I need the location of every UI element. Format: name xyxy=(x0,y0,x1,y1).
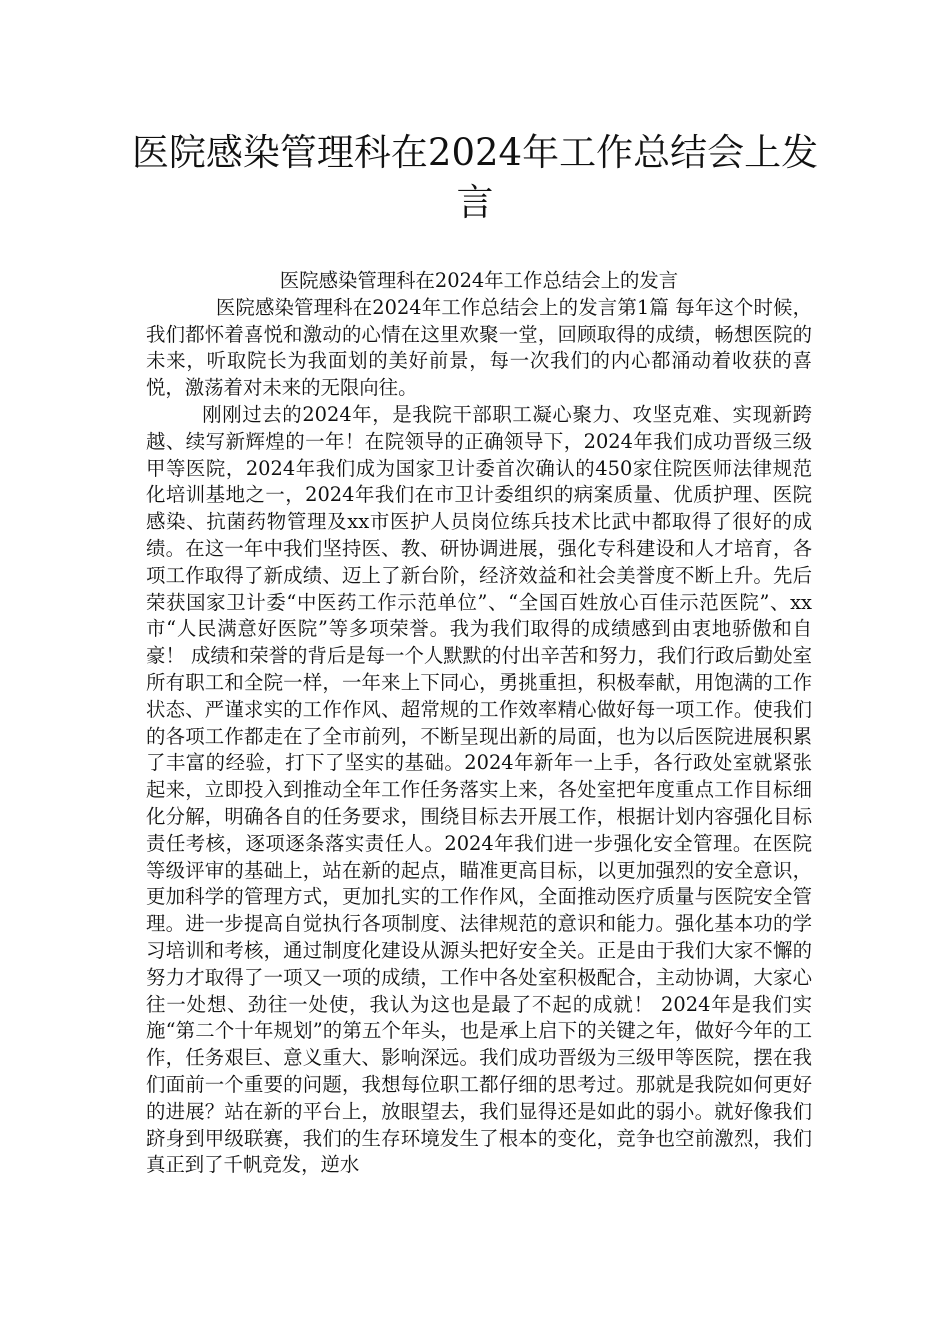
document-subtitle: 医院感染管理科在2024年工作总结会上的发言 xyxy=(279,269,679,292)
document-title: 医院感染管理科在2024年工作总结会上发言 xyxy=(131,131,819,224)
document-body xyxy=(146,268,812,1179)
body-paragraph: 刚刚过去的2024年，是我院干部职工凝心聚力、攻坚克难、实现新跨越、续写新辉煌的一年！在院领导的正确领导下，2024年我们成功晋级三级甲等医院，2024年我们成为国家卫计委首次确认的450家住院医师法律规范化培训基地之一，2024年我们在市卫计委组织的病案质量、优质护理、医院感染、抗菌药物管理及xx市医护人员岗位练兵技术比武中都取得了很好的成绩。在这一年中我们坚持医、教、研协调进展，强化专科建设和人才培育，各项工作取得了新成绩、迈上了新台阶，经济效益和社会美誉度不断上升。先后荣获国家卫计委“中医药工作示范单位”、“全国百姓放心百佳示范医院”、xx市“人民满意好医院”等多项荣誉。我为我们取得的成绩感到由衷地骄傲和自豪！ 成绩和荣誉的背后是每一个人默默的付出辛苦和努力，我们行政后勤处室所有职工和全院一样，一年来上下同心，勇挑重担，积极奉献，用饱满的工作状态、严谨求实的工作作风、超常规的工作效率精心做好每一项工作。使我们的各项工作都走在了全市前列，不断呈现出新的局面，也为以后医院进展积累了丰富的经验，打下了坚实的基础。2024年新年一上手，各行政处室就紧张起来，立即投入到推动全年工作任务落实上来，各处室把年度重点工作目标细化分解，明确各自的任务要求，围绕目标去开展工作，根据计划内容强化目标责任考核，逐项逐条落实责任人。2024年我们进一步强化安全管理。在医院等级评审的基础上，站在新的起点，瞄准更高目标，以更加强烈的安全意识，更加科学的管理方式，更加扎实的工作作风，全面推动医疗质量与医院安全管理。进一步提高自觉执行各项制度、法律规范的意识和能力。强化基本功的学习培训和考核，通过制度化建设从源头把好安全关。正是由于我们大家不懈的努力才取得了一项又一项的成绩，工作中各处室积极配合，主动协调，大家心往一处想、劲往一处使，我认为这也是最了不起的成就！ 2024年是我们实施“第二个十年规划”的第五个年头，也是承上启下的关键之年，做好今年的工作，任务艰巨、意义重大、影响深远。我们成功晋级为三级甲等医院，摆在我们面前一个重要的问题，我想每位职工都仔细的思考过。那就是我院如何更好的进展？站在新的平台上，放眼望去，我们显得还是如此的弱小。就好像我们跻身到甲级联赛，我们的生存环境发生了根本的变化，竞争也空前激烈，我们真正到了千帆竞发，逆水 xyxy=(146,402,812,1177)
body-paragraph: 医院感染管理科在2024年工作总结会上的发言第1篇 每年这个时候，我们都怀着喜悦和激动的心情在这里欢聚一堂，回顾取得的成绩，畅想医院的未来，听取院长为我面划的美好前景，每一次我们的内心都涌动着收获的喜悦，激荡着对未来的无限向往。 xyxy=(146,295,812,400)
